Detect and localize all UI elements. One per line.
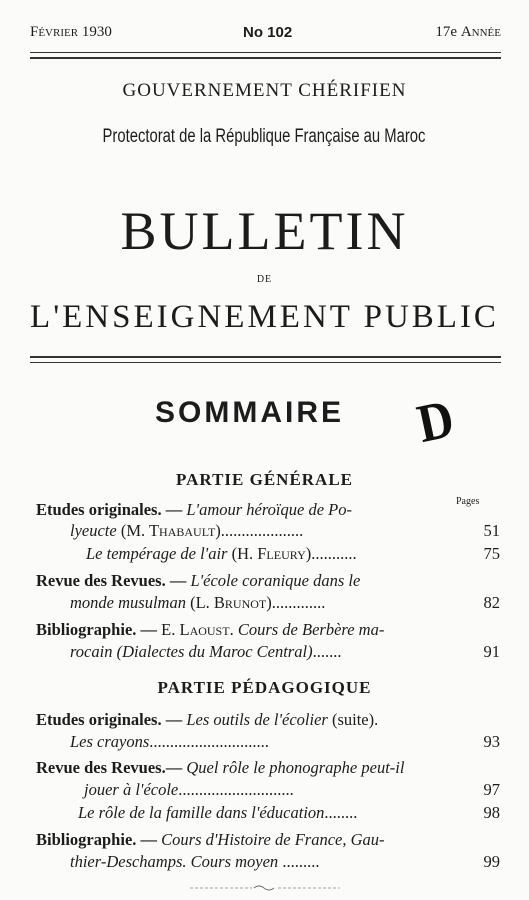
entry-title: L'amour héroïque de Po- xyxy=(186,500,352,519)
protectorate-text: Protectorat de la République Française au Maroc xyxy=(103,126,426,147)
year-count-word: Année xyxy=(460,24,501,40)
government-title: GOUVERNEMENT CHÉRIFIEN xyxy=(122,80,407,101)
issue-year-count xyxy=(435,24,501,41)
enseignement-title: L'ENSEIGNEMENT PUBLIC xyxy=(30,299,499,335)
section-partie-generale: PARTIE GÉNÉRALE xyxy=(175,470,354,489)
entry-category: Etudes originales. — xyxy=(36,500,187,519)
entry-page: 82 xyxy=(483,593,500,612)
entry-title: Le rôle de la famille dans l'éducation xyxy=(78,803,325,822)
entry-category: Revue des Revues.— xyxy=(36,758,187,777)
entry-page: 51 xyxy=(483,521,500,540)
entry-author: L. Brunot xyxy=(195,593,267,612)
entry-title: L'école coranique dans le xyxy=(190,571,361,590)
entry-title-cont: lyeucte xyxy=(70,521,117,540)
entry-author: E. Laoust. xyxy=(161,620,234,639)
toc-entry-line xyxy=(0,710,529,732)
header-rule-bottom xyxy=(30,57,501,59)
entry-title-cont: thier-Deschamps. Cours moyen xyxy=(70,852,279,871)
toc-entry-line: lyeucte (M. Thabault).................... 51 xyxy=(70,521,500,540)
year-count-number: 17e xyxy=(435,24,458,40)
sommaire-text: SOMMAIRE xyxy=(155,396,344,429)
de-label: DE xyxy=(256,274,273,285)
entry-leader-dots: ........ xyxy=(324,803,358,822)
bulletin-title: BULLETIN xyxy=(120,201,409,261)
entry-leader-dots: ........... xyxy=(311,544,357,563)
issue-number: No 102 xyxy=(243,24,293,41)
header-bar xyxy=(30,24,501,44)
entry-leader-dots: .................... xyxy=(220,521,304,540)
entry-page: 75 xyxy=(483,544,500,563)
flourish-icon xyxy=(190,884,340,892)
issue-date xyxy=(30,24,112,41)
entry-title-cont: jouer à l'école xyxy=(84,780,179,799)
toc-entry-line xyxy=(0,852,529,874)
entry-category: Etudes originales. — xyxy=(36,710,187,729)
entry-leader-dots: ....... xyxy=(312,642,342,661)
toc-entry-line xyxy=(0,571,529,593)
protectorate-title xyxy=(0,126,529,148)
entry-title-cont: monde musulman xyxy=(70,593,186,612)
entry-author: M. Thabault xyxy=(126,521,216,540)
entry-page: 98 xyxy=(483,803,500,822)
entry-leader-dots: ............................. xyxy=(149,732,269,751)
section-partie-pedagogique: PARTIE PÉDAGOGIQUE xyxy=(157,678,372,697)
entry-title: Le tempérage de l'air xyxy=(86,544,228,563)
toc-entry-line xyxy=(0,758,529,780)
entry-title: Cours d'Histoire de France, Gau- xyxy=(161,830,385,849)
entry-leader-dots: ............. xyxy=(271,593,326,612)
entry-title-cont: rocain (Dialectes du Maroc Central) xyxy=(70,642,313,661)
stamp-mark: D xyxy=(412,388,459,454)
toc-entry-line xyxy=(0,500,529,522)
entry-page: 91 xyxy=(483,642,500,661)
entry-leader-dots: ......... xyxy=(282,852,320,871)
entry-leader-dots: ............................ xyxy=(178,780,294,799)
entry-page: 99 xyxy=(483,852,500,871)
issue-month: Février xyxy=(30,24,79,40)
entry-title: Cours de Berbère ma- xyxy=(237,620,385,639)
entry-author: H. Fleury xyxy=(237,544,306,563)
toc-entry-line xyxy=(0,830,529,852)
toc-entry-line xyxy=(0,780,529,802)
toc-entry-line xyxy=(0,620,529,642)
toc-entry-line xyxy=(0,732,529,754)
entry-category: Revue des Revues. — xyxy=(36,571,191,590)
entry-category: Bibliographie. — xyxy=(36,830,162,849)
toc-entry-line xyxy=(0,803,529,825)
toc-entry-line xyxy=(0,642,529,664)
pages-column-label: Pages xyxy=(456,496,480,507)
issue-year: 1930 xyxy=(81,24,112,40)
title-rule-top xyxy=(30,356,501,358)
entry-page: 97 xyxy=(483,780,500,799)
title-rule-bottom xyxy=(30,362,501,363)
toc-entry-line: Le tempérage de l'air (H. Fleury)........... 75 xyxy=(86,544,500,563)
entry-title-cont: Les crayons xyxy=(70,732,150,751)
header-rule-top xyxy=(30,52,501,53)
entry-title: Les outils de l'écolier xyxy=(186,710,328,729)
toc-entry-line: monde musulman (L. Brunot)............. 82 xyxy=(70,593,500,612)
entry-page: 93 xyxy=(483,732,500,751)
flourish-ornament xyxy=(0,884,529,894)
entry-category: Bibliographie. — xyxy=(36,620,162,639)
entry-title: Quel rôle le phonographe peut-il xyxy=(186,758,405,777)
entry-suite: (suite). xyxy=(331,710,379,729)
